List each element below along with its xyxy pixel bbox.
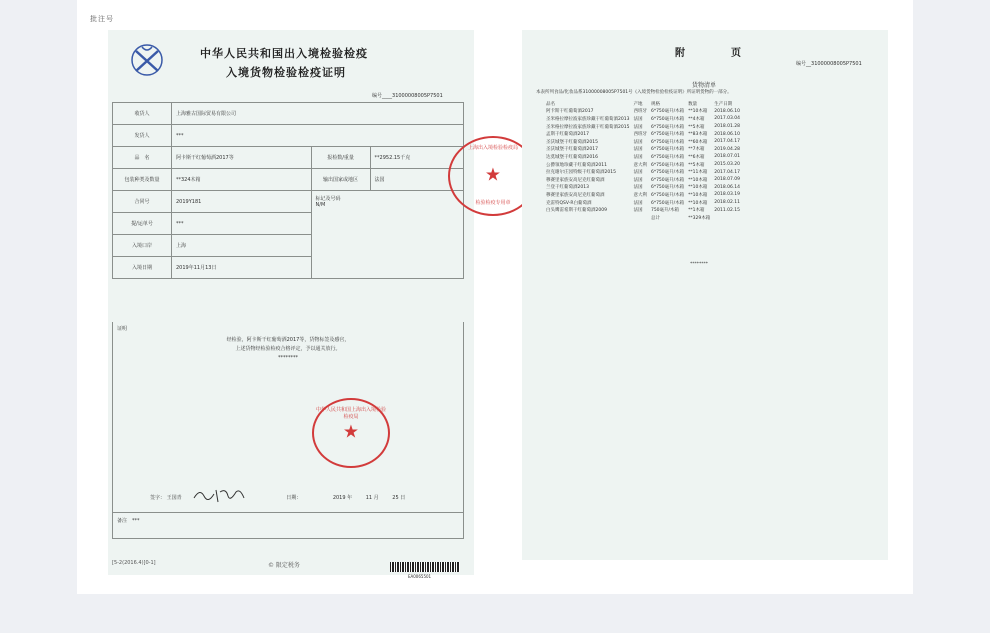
goods-cell: 圣沃城堡干红葡萄酒2015 bbox=[546, 139, 598, 145]
goods-cell: **5木箱 bbox=[688, 124, 705, 130]
goods-cell: **10木箱 bbox=[688, 200, 708, 206]
scan-mark: 批注号 bbox=[90, 15, 114, 23]
goods-cell: 6*750毫升/木箱 bbox=[650, 154, 685, 160]
goods-cell: 意大利 bbox=[633, 192, 647, 198]
goods-cell: 6*750毫升/木箱 bbox=[650, 116, 685, 122]
goods-cell: 圣米格拉摩拉波家族珍藏干红葡萄酒2013 bbox=[546, 116, 630, 122]
form-row bbox=[113, 125, 464, 147]
goods-row bbox=[546, 108, 744, 116]
field-label: 入境口岸 bbox=[113, 235, 172, 257]
field-value: 法国 bbox=[370, 169, 463, 191]
goods-cell: 阿卡斯干红葡萄酒2017 bbox=[546, 109, 594, 115]
goods-row bbox=[546, 184, 744, 192]
goods-cell: 穆赛里家族安高尼克红葡萄酒 bbox=[546, 192, 605, 198]
goods-cell: **10木箱 bbox=[688, 177, 708, 183]
goods-cell: 2018.01.28 bbox=[714, 124, 741, 130]
field-label: 报检数/重量 bbox=[311, 147, 370, 169]
appendix-cert-number: 编号__31000008005P7501 bbox=[796, 61, 862, 67]
form-code: [5-2(2016.4)]0-1] bbox=[112, 560, 156, 566]
remarks-line: ******** bbox=[278, 355, 298, 361]
goods-cell: 克雷特QSV-R白葡萄酒 bbox=[546, 200, 592, 206]
goods-cell: 法国 bbox=[633, 208, 643, 214]
goods-cell: 圣米格拉摩拉波家族珍藏干红葡萄酒2015 bbox=[546, 124, 630, 130]
goods-cell: 法国 bbox=[633, 139, 643, 145]
certificate-subtitle: 入境货物检验检疫证明 bbox=[226, 66, 346, 79]
goods-cell: 750毫升/木箱 bbox=[650, 208, 680, 214]
goods-cell: 白头鹰雷希斯干红葡萄酒2009 bbox=[546, 208, 607, 214]
inspection-emblem-icon bbox=[130, 43, 164, 77]
goods-cell: 法国 bbox=[633, 124, 643, 130]
goods-list-title: 货物清单 bbox=[692, 82, 717, 89]
certificate-form bbox=[112, 102, 464, 279]
field-value: *** bbox=[172, 213, 312, 235]
goods-cell: 2015.03.20 bbox=[714, 162, 741, 168]
date-year: 2019 年 bbox=[332, 495, 353, 501]
goods-cell: 兰登干红葡萄酒2013 bbox=[546, 185, 589, 191]
field-label: 包装种类及数量 bbox=[113, 169, 172, 191]
goods-cell: **1木箱 bbox=[688, 208, 705, 214]
remarks-box bbox=[112, 322, 464, 513]
official-seal bbox=[312, 398, 390, 468]
field-label: 标记及号码 bbox=[315, 196, 341, 202]
goods-cell: 意大利 bbox=[633, 162, 647, 168]
goods-total-cell bbox=[546, 214, 633, 222]
field-value: N/M bbox=[315, 202, 326, 208]
goods-cell: **83木箱 bbox=[688, 132, 708, 138]
column-header: 规格 bbox=[650, 101, 660, 107]
field-value: 上海 bbox=[172, 235, 312, 257]
goods-end-mark: ******** bbox=[690, 262, 708, 267]
note-label: 备注 *** bbox=[117, 518, 140, 524]
goods-total-cell bbox=[714, 214, 744, 222]
date-month: 11 月 bbox=[365, 495, 379, 501]
field-label: 收货人 bbox=[113, 103, 172, 125]
goods-header-row bbox=[546, 100, 744, 108]
goods-row bbox=[546, 161, 744, 169]
goods-cell: 2017.04.17 bbox=[714, 169, 741, 175]
date-label: 日期： bbox=[286, 495, 302, 501]
certificate-title: 中华人民共和国出入境检验检疫 bbox=[200, 47, 368, 60]
field-value: 2019Y181 bbox=[172, 191, 312, 213]
form-row bbox=[113, 191, 464, 213]
goods-total-cell: 总计 bbox=[650, 215, 660, 221]
sign-row bbox=[150, 494, 405, 501]
goods-cell: 6*750毫升/木箱 bbox=[650, 162, 685, 168]
goods-cell: **10木箱 bbox=[688, 192, 708, 198]
field-value: *** bbox=[172, 125, 464, 147]
field-label: 提/运单号 bbox=[113, 213, 172, 235]
goods-total-cell: **329木箱 bbox=[688, 215, 711, 221]
goods-cell: **60木箱 bbox=[688, 139, 708, 145]
remarks-line: 上述货物经检验检疫合格评定，予以通关放行。 bbox=[235, 346, 341, 352]
goods-cell: 2017.03.04 bbox=[714, 116, 741, 122]
field-value: **2952.15千克 bbox=[370, 147, 463, 169]
goods-cell: 2017.04.17 bbox=[714, 139, 741, 145]
goods-cell: 拉克谢尔庄园特级干红葡萄酒2015 bbox=[546, 170, 616, 176]
goods-cell: 西班牙 bbox=[633, 132, 647, 138]
goods-cell: 6*750毫升/木箱 bbox=[650, 124, 685, 130]
goods-cell: 法国 bbox=[633, 200, 643, 206]
goods-row bbox=[546, 199, 744, 207]
form-row bbox=[113, 103, 464, 125]
goods-row bbox=[546, 130, 744, 138]
field-label: 输出国家或地区 bbox=[311, 169, 370, 191]
goods-cell: **7木箱 bbox=[688, 147, 705, 153]
goods-row bbox=[546, 168, 744, 176]
goods-cell: 法国 bbox=[633, 116, 643, 122]
goods-cell: 2018.07.01 bbox=[714, 154, 741, 160]
date-day: 25 日 bbox=[392, 495, 406, 501]
goods-cell: 6*750毫升/木箱 bbox=[650, 132, 685, 138]
goods-row bbox=[546, 191, 744, 199]
field-label: 品 名 bbox=[113, 147, 172, 169]
field-value: 阿卡斯干红葡萄酒2017等 bbox=[172, 147, 312, 169]
seal-text: 中华人民共和国上海出入境检验检疫局 bbox=[315, 407, 386, 420]
goods-cell: **6木箱 bbox=[688, 154, 705, 160]
column-header: 数量 bbox=[688, 101, 698, 107]
appendix-title: 附 页 bbox=[675, 48, 759, 59]
seal-subtext: 检验检疫专用章 bbox=[475, 200, 511, 206]
goods-cell: 6*750毫升/木箱 bbox=[650, 185, 685, 191]
goods-cell: 2018.07.09 bbox=[714, 177, 741, 183]
signature-value: 王国青 bbox=[166, 495, 182, 501]
signer-label: 签字： bbox=[150, 495, 166, 501]
goods-cell: **5木箱 bbox=[688, 162, 705, 168]
goods-row bbox=[546, 206, 744, 214]
field-value: **324木箱 bbox=[172, 169, 312, 191]
field-label: 入境日期 bbox=[113, 257, 172, 279]
goods-cell: 2018.03.19 bbox=[714, 192, 741, 198]
goods-table bbox=[546, 100, 744, 222]
goods-cell: 法国 bbox=[633, 185, 643, 191]
cert-number: 编号____31000008005P7501 bbox=[372, 93, 443, 99]
goods-intro: 本表所列食品/化妆品系31000008005P7501号《入境货物检验检疫证明》所证明货物的一部分。 bbox=[536, 90, 732, 95]
goods-cell: 6*750毫升/木箱 bbox=[650, 147, 685, 153]
goods-cell: 2018.06.10 bbox=[714, 108, 741, 114]
remarks-label: 证明 bbox=[117, 326, 128, 332]
goods-cell: 公爵领地珍藏干红葡萄酒2011 bbox=[546, 162, 607, 168]
goods-cell: 2011.02.15 bbox=[714, 207, 741, 213]
goods-cell: 达莫城堡干红葡萄酒2016 bbox=[546, 154, 598, 160]
goods-cell: 2019.04.28 bbox=[714, 146, 741, 152]
barcode-number: EA0065501 bbox=[408, 574, 432, 579]
field-label: 合同号 bbox=[113, 191, 172, 213]
note-box bbox=[112, 512, 464, 539]
field-label: 发货人 bbox=[113, 125, 172, 147]
column-header: 产地 bbox=[633, 101, 643, 107]
goods-cell: **11木箱 bbox=[688, 170, 708, 176]
goods-cell: **4木箱 bbox=[688, 116, 705, 122]
form-row bbox=[113, 147, 464, 169]
goods-row bbox=[546, 176, 744, 184]
goods-row bbox=[546, 123, 744, 131]
seal-star-icon: ★ bbox=[342, 421, 360, 443]
column-header: 生产日期 bbox=[714, 101, 733, 107]
goods-cell: 法国 bbox=[633, 154, 643, 160]
barcode-icon bbox=[390, 562, 460, 572]
remarks-line: 经检验，阿卡斯干红葡萄酒2017等，货物标签及感官， bbox=[226, 337, 350, 343]
goods-row bbox=[546, 146, 744, 154]
field-value: 上海雅古国际贸易有限公司 bbox=[172, 103, 464, 125]
goods-cell: 圣沃城堡干红葡萄酒2017 bbox=[546, 147, 598, 153]
remarks-text bbox=[113, 336, 463, 363]
goods-total-cell bbox=[633, 214, 651, 222]
goods-cell: 穆赛里家族安高尼克红葡萄酒 bbox=[546, 177, 605, 183]
goods-cell: **10木箱 bbox=[688, 185, 708, 191]
goods-cell: 2018.06.14 bbox=[714, 184, 741, 190]
goods-cell: 法国 bbox=[633, 170, 643, 176]
goods-cell: 法国 bbox=[633, 177, 643, 183]
goods-total-row bbox=[546, 214, 744, 222]
goods-cell: 6*750毫升/木箱 bbox=[650, 109, 685, 115]
goods-cell: 6*750毫升/木箱 bbox=[650, 139, 685, 145]
goods-cell: 2018.06.10 bbox=[714, 131, 741, 137]
goods-row bbox=[546, 138, 744, 146]
column-header: 品名 bbox=[546, 101, 555, 107]
goods-cell: 孟斯干红葡萄酒2017 bbox=[546, 132, 589, 138]
field-value: 2019年11月13日 bbox=[172, 257, 312, 279]
goods-cell: 法国 bbox=[633, 147, 643, 153]
goods-cell: 2018.02.11 bbox=[714, 200, 741, 206]
goods-cell: 6*750毫升/木箱 bbox=[650, 192, 685, 198]
goods-cell: **10木箱 bbox=[688, 109, 708, 115]
goods-cell: 6*750毫升/木箱 bbox=[650, 170, 685, 176]
goods-row bbox=[546, 115, 744, 123]
goods-cell: 西班牙 bbox=[633, 109, 647, 115]
marks-cell bbox=[311, 191, 463, 279]
form-row bbox=[113, 169, 464, 191]
goods-cell: 6*750毫升/木箱 bbox=[650, 200, 685, 206]
footer-mark: © 限定税务 bbox=[268, 562, 300, 569]
goods-row bbox=[546, 153, 744, 161]
seal-star-icon: ★ bbox=[484, 164, 502, 186]
goods-cell: 6*750毫升/木箱 bbox=[650, 177, 685, 183]
seal-text: 上海出入境检验检疫局 bbox=[467, 145, 518, 151]
